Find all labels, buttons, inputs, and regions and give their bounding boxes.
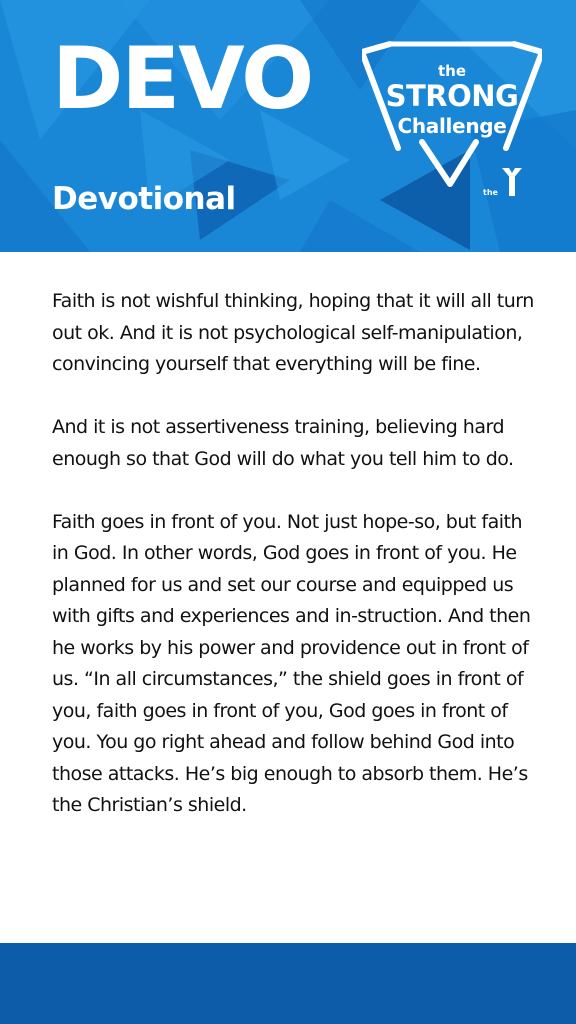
devotional-subtitle: Devotional (52, 181, 236, 217)
paragraph-3: Faith goes in front of you. Not just hope-so, but faith in God. In other words, God goes in front of you. He planned for us and set our course and equipped us with gifts and experiences and in-struction. And then he works by his power and providence out in front of us. “In all circumstances,” the shield goes in front of you, faith goes in front of you, God goes in front of you. You go right ahead and follow behind God into those attacks. He’s big enough to absorb them. He’s the Christian’s shield. (52, 510, 531, 816)
logo-challenge-text: Challenge (397, 114, 507, 138)
devo-title: DEVO (52, 29, 313, 129)
ymca-the-text: the (483, 188, 498, 197)
logo-strong-text: STRONG (385, 79, 519, 113)
logo-the-text: the (437, 62, 467, 80)
paragraph-1: Faith is not wishful thinking, hoping that it will all turn out ok. And it is not psychological self-manipulation, convincing yourself that everything will be fine. (52, 290, 534, 375)
paragraph-2: And it is not assertiveness training, believing hard enough so that God will do what you tell him to do. (52, 416, 514, 470)
devotional-body (52, 286, 538, 822)
footer-bar (0, 943, 576, 1024)
strong-challenge-logo (362, 38, 542, 218)
header-banner (0, 0, 576, 252)
